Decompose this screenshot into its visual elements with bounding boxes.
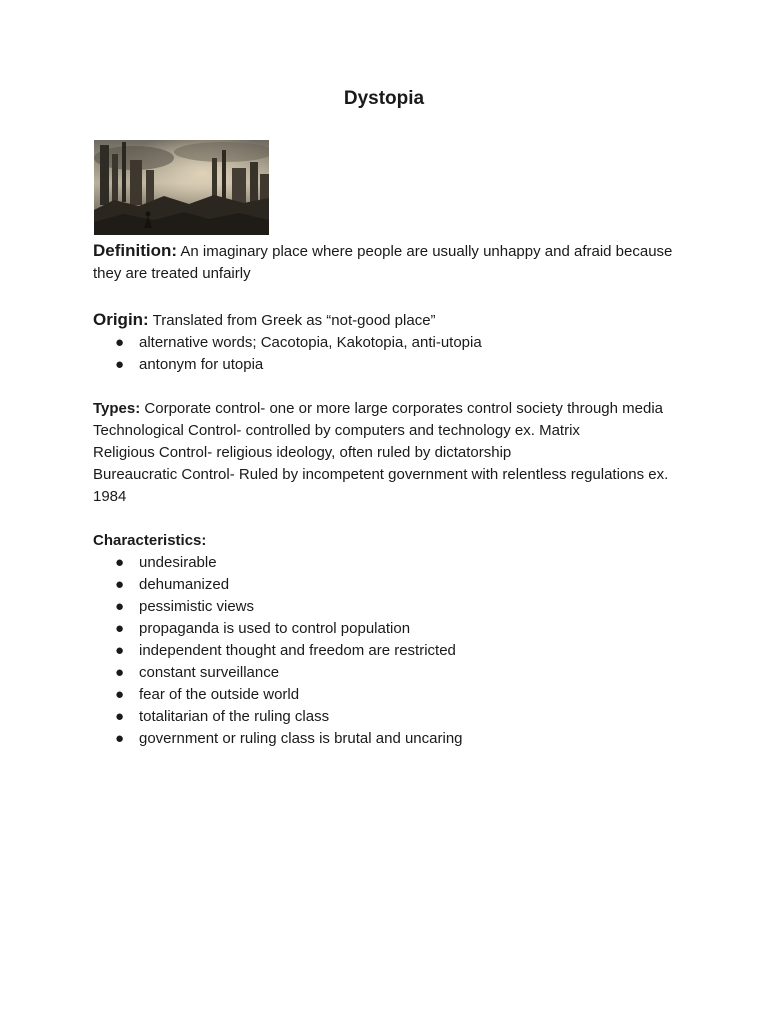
bullet-icon: ● — [115, 620, 125, 637]
page-title: Dystopia — [343, 88, 425, 109]
bullet-icon: ● — [115, 554, 125, 571]
origin-text: Translated from Greek as “not-good place” — [152, 312, 436, 329]
list-item: ● totalitarian of the ruling class — [93, 706, 693, 728]
origin-bullet-list — [93, 332, 693, 376]
types-paragraph — [93, 398, 693, 420]
list-item: ● fear of the outside world — [93, 684, 693, 706]
list-item: ● government or ruling class is brutal and uncaring — [93, 728, 693, 750]
bullet-icon: ● — [115, 356, 125, 373]
origin-paragraph — [93, 309, 693, 332]
characteristics-label: Characteristics: — [93, 532, 207, 549]
dystopia-illustration — [94, 140, 269, 235]
spacer — [93, 285, 693, 307]
bullet-icon: ● — [115, 598, 125, 615]
definition-text: An imaginary place where people are usually unhappy and afraid because they are treated unfairly — [93, 243, 673, 282]
bullet-icon: ● — [115, 576, 125, 593]
list-item: ● undesirable — [93, 552, 693, 574]
types-label: Types: — [93, 400, 141, 417]
bullet-icon: ● — [115, 708, 125, 725]
list-item: ● alternative words; Cacotopia, Kakotopia, anti-utopia — [93, 332, 693, 354]
document-body — [93, 240, 693, 750]
definition-label: Definition: — [93, 241, 178, 260]
spacer — [93, 508, 693, 530]
bullet-icon: ● — [115, 730, 125, 747]
list-item: ● antonym for utopia — [93, 354, 693, 376]
bullet-icon: ● — [115, 686, 125, 703]
list-item: ● propaganda is used to control population — [93, 618, 693, 640]
types-line: Technological Control- controlled by computers and technology ex. Matrix — [93, 422, 580, 439]
list-item: ● dehumanized — [93, 574, 693, 596]
types-line: Bureaucratic Control- Ruled by incompetent government with relentless regulations ex. 1984 — [93, 466, 669, 505]
spacer — [93, 376, 693, 398]
types-first-text: Corporate control- one or more large corporates control society through media — [144, 400, 663, 417]
characteristics-bullet-list — [93, 552, 693, 750]
bullet-icon: ● — [115, 642, 125, 659]
list-item: ● pessimistic views — [93, 596, 693, 618]
bullet-icon: ● — [115, 334, 125, 351]
definition-paragraph — [93, 240, 693, 285]
list-item: ● constant surveillance — [93, 662, 693, 684]
characteristics-heading — [93, 530, 693, 552]
list-item: ● independent thought and freedom are restricted — [93, 640, 693, 662]
origin-label: Origin: — [93, 310, 149, 329]
bullet-icon: ● — [115, 664, 125, 681]
types-line: Religious Control- religious ideology, often ruled by dictatorship — [93, 444, 512, 461]
